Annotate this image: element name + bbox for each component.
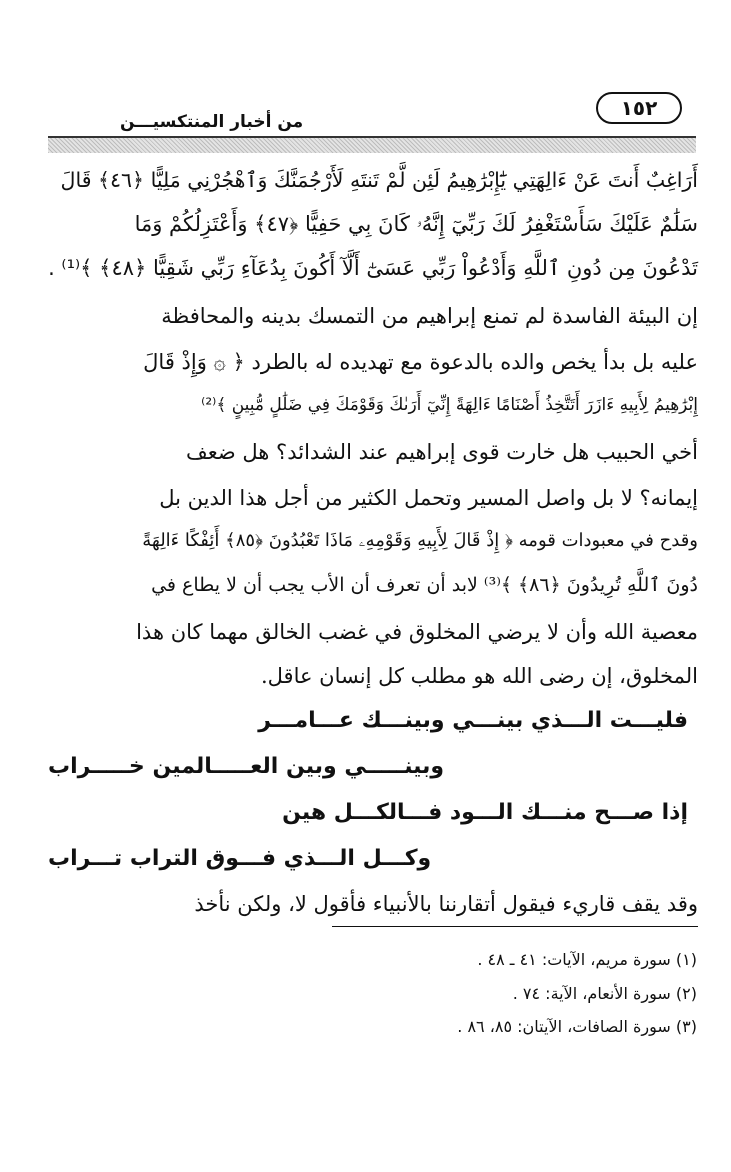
quran-line: أَرَاغِبٌ أَنتَ عَنْ ءَالِهَتِي يَٰٓإِبْرَٰهِيمُ لَئِن لَّمْ تَنتَهِ لَأَرْجُمَنَّكَ وَٱهْجُرْنِي مَلِيًّا ﴿٤٦﴾ قَالَ <box>60 168 698 192</box>
footnote <box>477 950 697 969</box>
paragraph-line: وقدح في معبودات قومه ﴿ إِذْ قَالَ لِأَبِيهِ وَقَوْمِهِۦ مَاذَا تَعْبُدُونَ ﴿٨٥﴾ أَئِفْكًا ءَالِهَةً <box>142 530 698 551</box>
poem-verse: وبينـــــي وبين العـــــالمين خـــــراب <box>48 754 445 779</box>
quran-line: سَلَٰمٌ عَلَيْكَ سَأَسْتَغْفِرُ لَكَ رَبِّيٓ إِنَّهُۥ كَانَ بِي حَفِيًّا ﴿٤٧﴾ وَأَعْتَزِلُكُمْ وَمَا <box>134 212 698 236</box>
footnote <box>457 1017 697 1036</box>
paragraph-line: وقد يقف قاريء فيقول أتقارننا بالأنبياء فأقول لا، ولكن نأخذ <box>194 892 698 916</box>
footnote-text: سورة مريم، الآيات: ٤١ ـ ٤٨ . <box>477 950 671 969</box>
footnote-text: سورة الصافات، الآيتان: ٨٥، ٨٦ . <box>457 1017 671 1036</box>
quran-line: إِبْرَٰهِيمُ لِأَبِيهِ ءَازَرَ أَتَتَّخِذُ أَصْنَامًا ءَالِهَةً إِنِّيٓ أَرَىٰكَ وَقَوْمَكَ فِي ضَلَٰلٍ مُّبِينٍ ﴾⁽²⁾ <box>201 395 698 415</box>
poem-verse: فليـــت الـــذي بينـــي وبينـــك عـــامـــر <box>258 708 688 733</box>
paragraph-line: إيمانه؟ لا بل واصل المسير وتحمل الكثير من أجل هذا الدين بل <box>159 486 698 510</box>
poem-verse: وكـــل الـــذي فـــوق التراب تـــراب <box>48 846 432 871</box>
header-divider <box>48 136 696 153</box>
paragraph-line: معصية الله وأن لا يرضي المخلوق في غضب الخالق مهما كان هذا <box>136 620 698 644</box>
poem-verse: إذا صـــح منـــك الـــود فـــالكـــل هين <box>282 800 688 825</box>
quran-line: تَدْعُونَ مِن دُونِ ٱللَّهِ وَأَدْعُواْ رَبِّي عَسَىٰٓ أَلَّآ أَكُونَ بِدُعَآءِ رَبِّي شَقِيًّا ﴿٤٨﴾ ﴾⁽¹⁾ . <box>48 256 698 280</box>
footnote-number: (٢) <box>675 984 697 1003</box>
footnote-number: (٣) <box>675 1017 697 1036</box>
page-number: ١٥٢ <box>596 92 682 124</box>
running-header-title: من أخبار المنتكسيـــن <box>120 112 304 132</box>
paragraph-line: المخلوق، إن رضى الله هو مطلب كل إنسان عاقل. <box>260 664 698 688</box>
paragraph-line: دُونَ ٱللَّهِ تُرِيدُونَ ﴿٨٦﴾ ﴾⁽³⁾ لابد أن تعرف أن الأب يجب أن لا يطاع في <box>151 574 698 596</box>
paragraph-line: أخي الحبيب هل خارت قوى إبراهيم عند الشدائد؟ هل ضعف <box>186 440 698 464</box>
footnote-text: سورة الأنعام، الآية: ٧٤ . <box>512 984 671 1003</box>
footnote-separator <box>332 926 698 927</box>
footnote <box>513 984 697 1003</box>
footnote-number: (١) <box>675 950 697 969</box>
paragraph-line: إن البيئة الفاسدة لم تمنع إبراهيم من التمسك بدينه والمحافظة <box>161 304 698 328</box>
paragraph-line: عليه بل بدأ يخص والده بالدعوة مع تهديده له بالطرد ﴿ ۞ وَإِذْ قَالَ <box>143 350 698 374</box>
